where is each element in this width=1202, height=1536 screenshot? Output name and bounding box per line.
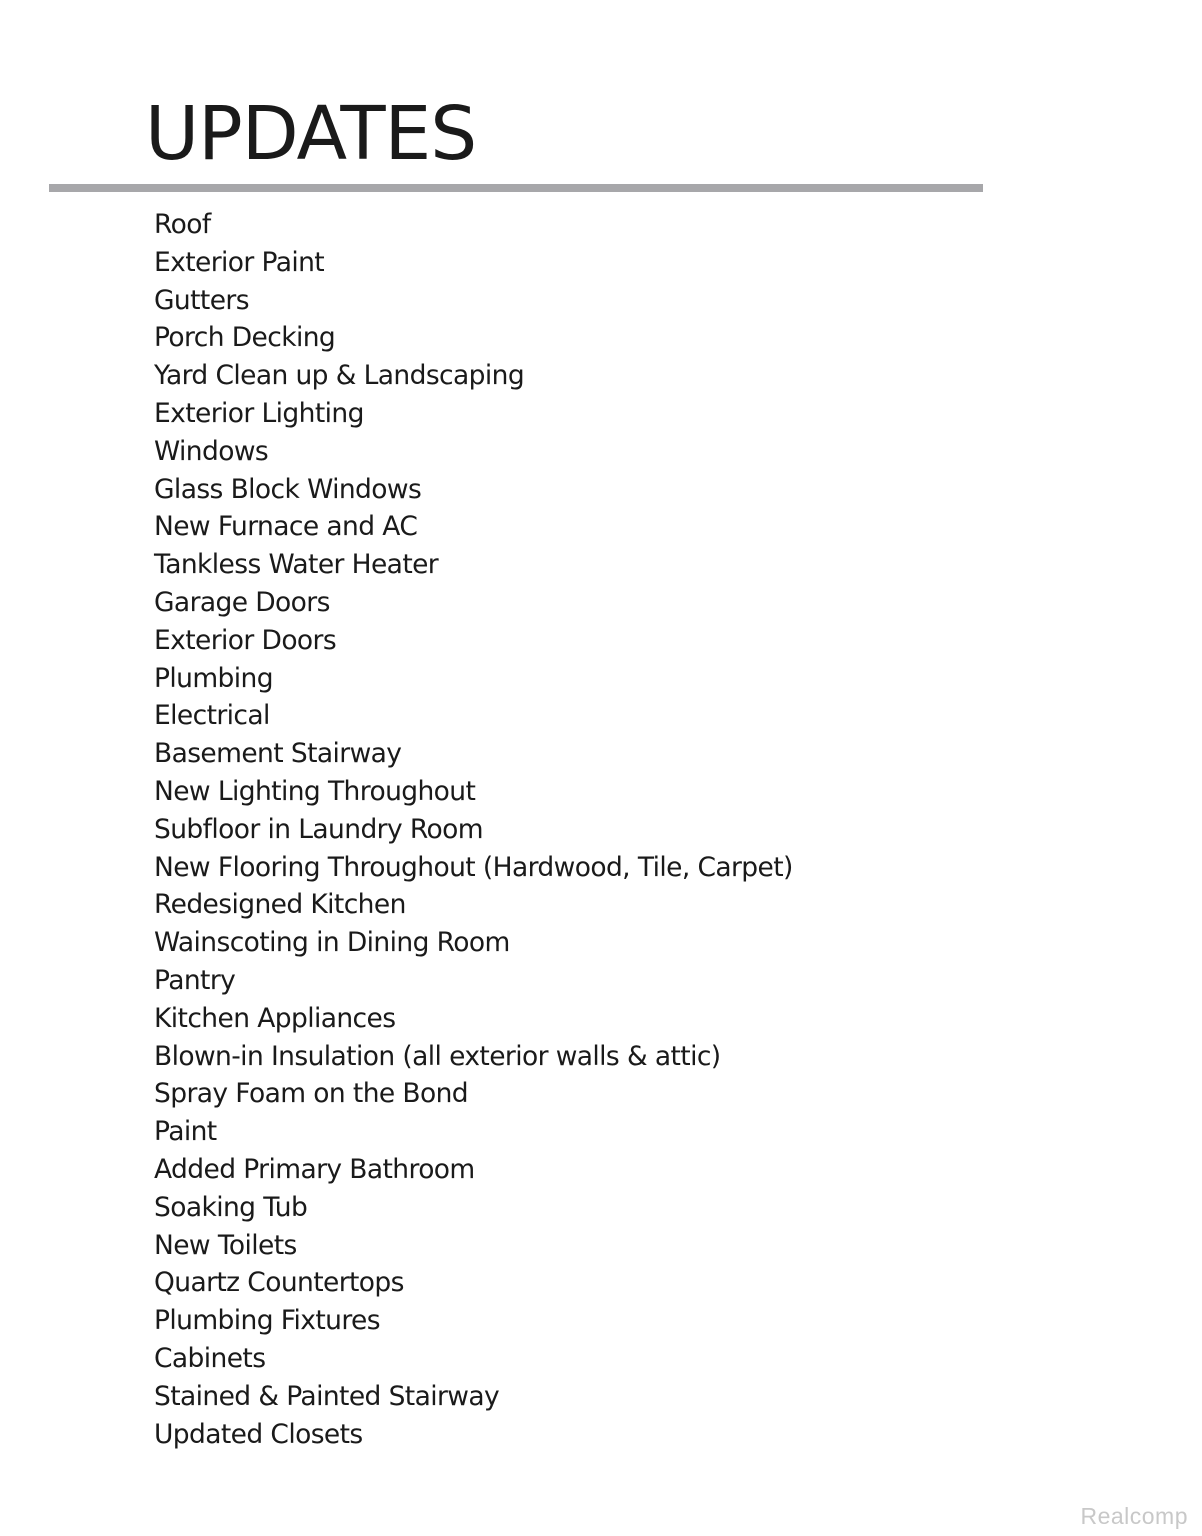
list-item: Garage Doors (154, 586, 330, 618)
list-item: New Flooring Throughout (Hardwood, Tile, Carpet) (154, 851, 793, 883)
list-item: Cabinets (154, 1342, 266, 1374)
list-item: Quartz Countertops (154, 1267, 404, 1299)
list-item: Electrical (154, 700, 270, 732)
list-item: Pantry (154, 964, 236, 996)
page-title: UPDATES (145, 91, 477, 177)
updates-list (154, 206, 793, 1453)
list-item: Plumbing (154, 662, 273, 694)
list-item: New Furnace and AC (154, 511, 418, 543)
list-item: Windows (154, 435, 269, 467)
list-item: Soaking Tub (154, 1191, 308, 1223)
list-item: Kitchen Appliances (154, 1002, 396, 1034)
list-item: Redesigned Kitchen (154, 889, 406, 921)
list-item: Wainscoting in Dining Room (154, 927, 510, 959)
list-item: Roof (154, 209, 211, 240)
list-item: New Toilets (154, 1229, 297, 1261)
list-item: Exterior Paint (154, 246, 325, 278)
list-item: Exterior Lighting (154, 397, 364, 429)
list-item: Subfloor in Laundry Room (154, 813, 483, 845)
list-item: Spray Foam on the Bond (154, 1078, 469, 1110)
watermark-text: Realcomp (1080, 1503, 1188, 1529)
list-item: Added Primary Bathroom (154, 1153, 475, 1185)
list-item: Paint (154, 1116, 217, 1148)
list-item: Plumbing Fixtures (154, 1305, 380, 1337)
title-divider (49, 184, 983, 192)
list-item: Basement Stairway (154, 738, 402, 770)
list-item: Exterior Doors (154, 624, 337, 656)
list-item: Yard Clean up & Landscaping (154, 360, 525, 392)
list-item: Updated Closets (154, 1418, 363, 1450)
list-item: Blown-in Insulation (all exterior walls & attic) (154, 1040, 721, 1072)
list-item: Gutters (154, 284, 249, 316)
list-item: Glass Block Windows (154, 473, 422, 505)
list-item: Porch Decking (154, 322, 336, 354)
list-item: Tankless Water Heater (154, 549, 439, 581)
list-item: Stained & Painted Stairway (154, 1380, 500, 1412)
list-item: New Lighting Throughout (154, 775, 476, 807)
